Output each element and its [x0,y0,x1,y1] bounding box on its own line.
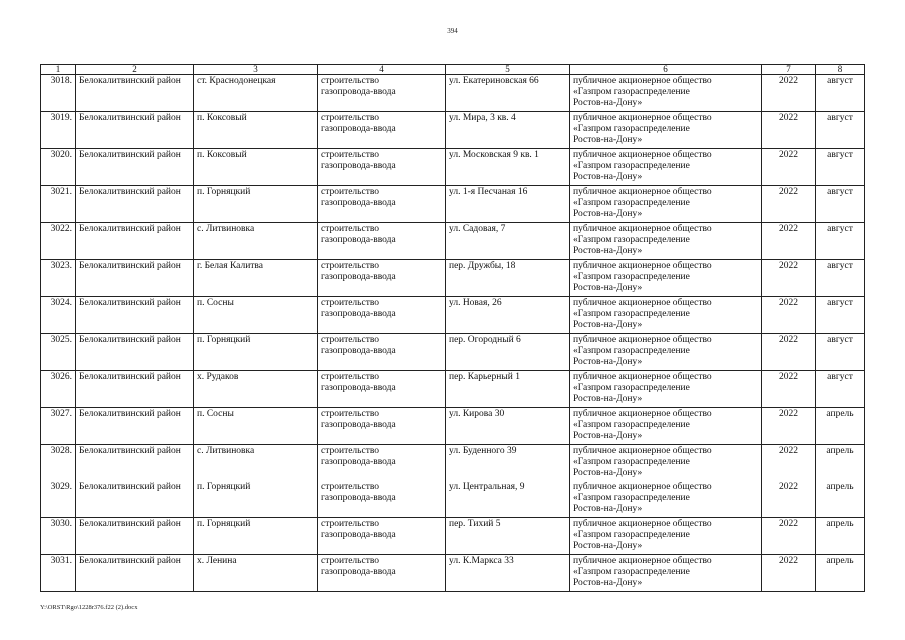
organization-cell: публичное акционерное общество «Газпром газораспределение Ростов-на-Дону» [570,112,762,149]
table-row [41,518,865,555]
address-cell: пер. Тихий 5 [446,518,570,555]
table-row [41,186,865,223]
year-cell: 2022 [762,481,816,518]
district-cell: Белокалитвинский район [76,297,194,334]
work-type-cell: строительство газопровода-ввода [318,297,446,334]
header-cell: 2 [76,65,194,75]
row-number-cell: 3023. [41,260,76,297]
work-type-cell: строительство газопровода-ввода [318,149,446,186]
row-number-cell: 3024. [41,297,76,334]
organization-cell: публичное акционерное общество «Газпром газораспределение Ростов-на-Дону» [570,371,762,408]
year-cell: 2022 [762,75,816,112]
page-number: 394 [447,27,458,35]
header-cell: 4 [318,65,446,75]
settlement-cell: п. Коксовый [194,112,318,149]
work-type-cell: строительство газопровода-ввода [318,223,446,260]
year-cell: 2022 [762,555,816,592]
organization-cell: публичное акционерное общество «Газпром газораспределение Ростов-на-Дону» [570,260,762,297]
year-cell: 2022 [762,112,816,149]
table-row [41,371,865,408]
header-cell: 6 [570,65,762,75]
district-cell: Белокалитвинский район [76,408,194,445]
month-cell: апрель [816,445,865,482]
work-type-cell: строительство газопровода-ввода [318,371,446,408]
row-number-cell: 3031. [41,555,76,592]
table-row [41,408,865,445]
header-cell: 3 [194,65,318,75]
settlement-cell: п. Коксовый [194,149,318,186]
year-cell: 2022 [762,149,816,186]
row-number-cell: 3019. [41,112,76,149]
district-cell: Белокалитвинский район [76,149,194,186]
district-cell: Белокалитвинский район [76,445,194,482]
year-cell: 2022 [762,445,816,482]
settlement-cell: с. Литвиновка [194,445,318,482]
table-row [41,223,865,260]
table-row [41,297,865,334]
header-cell: 8 [816,65,865,75]
month-cell: август [816,223,865,260]
row-number-cell: 3026. [41,371,76,408]
address-cell: ул. Мира, 3 кв. 4 [446,112,570,149]
header-cell: 1 [41,65,76,75]
settlement-cell: х. Ленина [194,555,318,592]
district-cell: Белокалитвинский район [76,371,194,408]
settlement-cell: п. Горняцкий [194,334,318,371]
district-cell: Белокалитвинский район [76,334,194,371]
work-type-cell: строительство газопровода-ввода [318,260,446,297]
month-cell: август [816,334,865,371]
district-cell: Белокалитвинский район [76,518,194,555]
address-cell: ул. Московская 9 кв. 1 [446,149,570,186]
work-type-cell: строительство газопровода-ввода [318,186,446,223]
row-number-cell: 3018. [41,75,76,112]
header-cell: 5 [446,65,570,75]
month-cell: апрель [816,481,865,518]
work-type-cell: строительство газопровода-ввода [318,334,446,371]
work-type-cell: строительство газопровода-ввода [318,408,446,445]
district-cell: Белокалитвинский район [76,75,194,112]
table-row [41,481,865,518]
address-cell: ул. 1-я Песчаная 16 [446,186,570,223]
year-cell: 2022 [762,334,816,371]
year-cell: 2022 [762,297,816,334]
table-row [41,149,865,186]
settlement-cell: п. Горняцкий [194,481,318,518]
organization-cell: публичное акционерное общество «Газпром газораспределение Ростов-на-Дону» [570,149,762,186]
settlement-cell: п. Сосны [194,408,318,445]
organization-cell: публичное акционерное общество «Газпром газораспределение Ростов-на-Дону» [570,334,762,371]
address-cell: ул. Центральная, 9 [446,481,570,518]
address-cell: ул. К.Маркса 33 [446,555,570,592]
year-cell: 2022 [762,408,816,445]
settlement-cell: г. Белая Калитва [194,260,318,297]
organization-cell: публичное акционерное общество «Газпром газораспределение Ростов-на-Дону» [570,186,762,223]
organization-cell: публичное акционерное общество «Газпром газораспределение Ростов-на-Дону» [570,518,762,555]
table-row [41,334,865,371]
row-number-cell: 3030. [41,518,76,555]
table-row [41,260,865,297]
district-cell: Белокалитвинский район [76,112,194,149]
table-row [41,75,865,112]
table-row [41,555,865,592]
organization-cell: публичное акционерное общество «Газпром газораспределение Ростов-на-Дону» [570,555,762,592]
district-cell: Белокалитвинский район [76,555,194,592]
row-number-cell: 3021. [41,186,76,223]
district-cell: Белокалитвинский район [76,260,194,297]
settlement-cell: п. Горняцкий [194,518,318,555]
address-cell: ул. Буденного 39 [446,445,570,482]
district-cell: Белокалитвинский район [76,223,194,260]
row-number-cell: 3027. [41,408,76,445]
year-cell: 2022 [762,518,816,555]
work-type-cell: строительство газопровода-ввода [318,112,446,149]
work-type-cell: строительство газопровода-ввода [318,75,446,112]
year-cell: 2022 [762,260,816,297]
table-header-row [41,65,865,75]
address-cell: ул. Кирова 30 [446,408,570,445]
row-number-cell: 3028. [41,445,76,482]
row-number-cell: 3020. [41,149,76,186]
work-type-cell: строительство газопровода-ввода [318,445,446,482]
month-cell: август [816,149,865,186]
address-cell: ул. Новая, 26 [446,297,570,334]
organization-cell: публичное акционерное общество «Газпром газораспределение Ростов-на-Дону» [570,297,762,334]
organization-cell: публичное акционерное общество «Газпром газораспределение Ростов-на-Дону» [570,223,762,260]
table-row [41,112,865,149]
organization-cell: публичное акционерное общество «Газпром газораспределение Ростов-на-Дону» [570,75,762,112]
footer-file-path: Y:\ORST\Rgo\1228r376.f22 (2).docx [40,604,138,611]
settlement-cell: п. Горняцкий [194,186,318,223]
month-cell: август [816,186,865,223]
address-cell: ул. Екатериновская 66 [446,75,570,112]
year-cell: 2022 [762,223,816,260]
settlement-cell: ст. Краснодонецкая [194,75,318,112]
organization-cell: публичное акционерное общество «Газпром газораспределение Ростов-на-Дону» [570,445,762,482]
table-row [41,445,865,482]
header-cell: 7 [762,65,816,75]
district-cell: Белокалитвинский район [76,186,194,223]
year-cell: 2022 [762,371,816,408]
work-type-cell: строительство газопровода-ввода [318,555,446,592]
row-number-cell: 3025. [41,334,76,371]
row-number-cell: 3029. [41,481,76,518]
organization-cell: публичное акционерное общество «Газпром газораспределение Ростов-на-Дону» [570,481,762,518]
month-cell: апрель [816,518,865,555]
month-cell: август [816,260,865,297]
settlement-cell: с. Литвиновка [194,223,318,260]
year-cell: 2022 [762,186,816,223]
address-cell: пер. Карьерный 1 [446,371,570,408]
settlement-cell: х. Рудаков [194,371,318,408]
month-cell: август [816,371,865,408]
address-cell: пер. Дружбы, 18 [446,260,570,297]
address-cell: ул. Садовая, 7 [446,223,570,260]
address-cell: пер. Огородный 6 [446,334,570,371]
settlement-cell: п. Сосны [194,297,318,334]
month-cell: апрель [816,408,865,445]
month-cell: август [816,297,865,334]
work-type-cell: строительство газопровода-ввода [318,481,446,518]
month-cell: август [816,112,865,149]
organization-cell: публичное акционерное общество «Газпром газораспределение Ростов-на-Дону» [570,408,762,445]
district-cell: Белокалитвинский район [76,481,194,518]
work-type-cell: строительство газопровода-ввода [318,518,446,555]
document-table [40,64,865,592]
row-number-cell: 3022. [41,223,76,260]
month-cell: апрель [816,555,865,592]
month-cell: август [816,75,865,112]
